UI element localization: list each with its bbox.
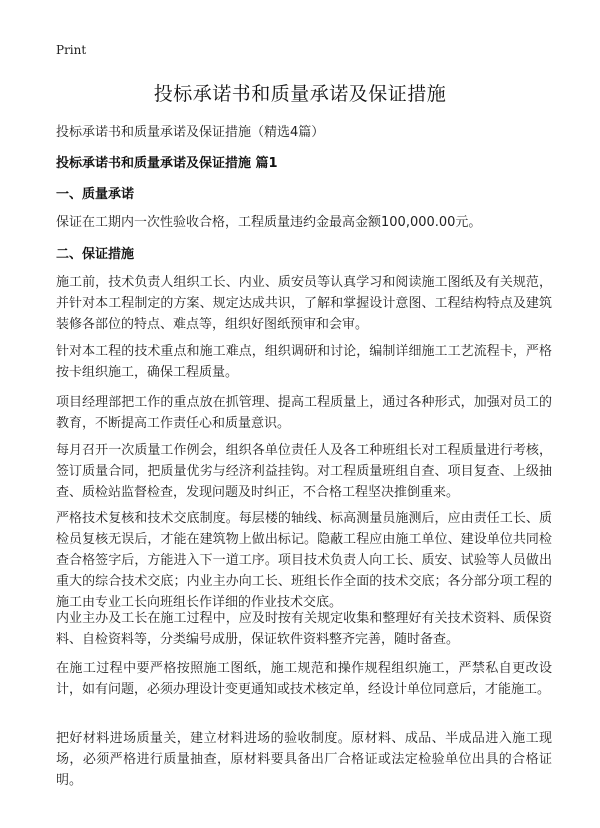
quality-commitment-text: 保证在工期内一次性验收合格，工程质量违约金最高金额100,000.00元。 bbox=[56, 215, 482, 230]
article-heading: 投标承诺书和质量承诺及保证措施 篇1 bbox=[56, 156, 278, 171]
quality-commitment-heading: 一、质量承诺 bbox=[56, 187, 135, 202]
measure-paragraph-7: 在施工过程中要严格按照施工图纸，施工规范和操作规程组织施工，严禁私自更改设计，如有问题，必须办理设计变更通知或技术核定单，经设计单位同意后，才能施工。 bbox=[56, 661, 552, 697]
measure-paragraph-4: 每月召开一次质量工作例会，组织各单位责任人及各工种班组长对工程质量进行考核，签订质量合同，把质量优劣与经济利益挂钩。对工程质量班组自查、项目复查、上级抽查、质检站监督检查，发现问题及时纠正，不合格工程坚决推倒重来。 bbox=[56, 443, 552, 500]
measure-paragraph-1: 施工前，技术负责人组织工长、内业、质安员等认真学习和阅读施工图纸及有关规范，并针对本工程制定的方案、规定达成共识，了解和掌握设计意图、工程结构特点及建筑装修各部位的特点、难点等，组织好图纸预审和会审。 bbox=[56, 275, 552, 332]
page-title: 投标承诺书和质量承诺及保证措施 bbox=[153, 83, 447, 105]
measure-paragraph-8: 把好材料进场质量关，建立材料进场的验收制度。原材料、成品、半成品进入施工现场，必须严格进行质量抽查，原材料要具备出厂合格证或法定检验单位出具的合格证明。 bbox=[56, 731, 552, 788]
guarantee-measures-heading: 二、保证措施 bbox=[56, 247, 135, 262]
measure-paragraph-5: 严格技术复核和技术交底制度。每层楼的轴线、标高测量员施测后，应由责任工长、质检员复核无误后，才能在建筑物上做出标记。隐蔽工程应由施工单位、建设单位共同检查合格签字后，方能进入下一道工序。项目技术负责人向工长、质安、试验等人员做出重大的综合技术交底；内业主办向工长、班组长作全面的技术交底；各分部分项工程的施工由专业工长向班组长作详细的作业技术交底。 bbox=[56, 511, 552, 610]
measure-paragraph-2: 针对本工程的技术重点和施工难点，组织调研和讨论，编制详细施工工艺流程卡，严格按卡组织施工，确保工程质量。 bbox=[56, 344, 552, 380]
measure-paragraph-6: 内业主办及工长在施工过程中，应及时按有关规定收集和整理好有关技术资料、质保资料、自检资料等，分类编号成册，保证软件资料整齐完善，随时备查。 bbox=[56, 611, 552, 647]
measure-paragraph-3: 项目经理部把工作的重点放在抓管理、提高工程质量上，通过各种形式，加强对员工的教育，不断提高工作责任心和质量意识。 bbox=[56, 395, 552, 431]
print-link[interactable]: Print bbox=[56, 43, 87, 57]
document-subtitle: 投标承诺书和质量承诺及保证措施（精选4篇） bbox=[56, 125, 325, 140]
